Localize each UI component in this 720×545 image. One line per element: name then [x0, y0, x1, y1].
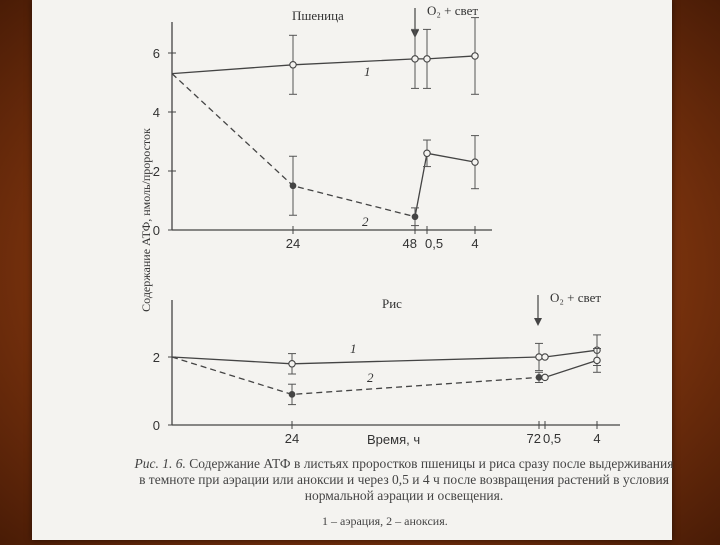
treatment-label: O₂ + свет: [550, 290, 602, 305]
y-tick-label: 4: [152, 105, 160, 120]
x-axis-label: Время, ч: [367, 432, 421, 447]
series-label: 1: [364, 64, 371, 79]
data-point: [424, 56, 430, 62]
y-tick-label: 0: [152, 418, 160, 433]
x-tick-label: 0,5: [425, 236, 444, 251]
figure-page: [32, 0, 672, 540]
figure-caption: [134, 456, 674, 504]
caption-text: Содержание АТФ в листьях проростков пшеницы и риса сразу после выдерживания в темноте при аэрации или аноксии и через 0,5 и 4 ч после возвращения растений в условия нормальной аэрации и освещения.: [139, 456, 674, 503]
data-point: [536, 354, 542, 360]
panel-title: Рис: [382, 296, 402, 311]
x-tick-label: 24: [284, 431, 300, 446]
series-label: 2: [367, 370, 374, 385]
series-line: [415, 153, 475, 216]
y-tick-label: 0: [152, 223, 160, 238]
y-tick-label: 2: [152, 350, 160, 365]
series-label: 1: [350, 341, 357, 356]
data-point: [289, 361, 295, 367]
treatment-label: O₂ + свет: [427, 3, 479, 18]
panel-title: Пшеница: [292, 8, 344, 23]
x-tick-label: 4: [593, 431, 601, 446]
data-point: [536, 375, 542, 381]
data-point: [594, 357, 600, 363]
y-axis-label: Содержание АТФ, нмоль/проросток: [139, 128, 153, 312]
y-tick-label: 6: [152, 46, 160, 61]
treatment-arrow-head: [534, 318, 542, 326]
data-point: [412, 56, 418, 62]
caption-label: Рис. 1. 6.: [134, 456, 186, 471]
data-point: [472, 159, 478, 165]
series-label: 2: [362, 214, 369, 229]
data-point: [542, 374, 548, 380]
x-tick-label: 72: [526, 431, 541, 446]
data-point: [472, 53, 478, 59]
data-point: [290, 183, 296, 189]
caption-legend: 1 – аэрация, 2 – аноксия.: [322, 514, 448, 528]
data-point: [412, 214, 418, 220]
data-point: [424, 150, 430, 156]
y-tick-label: 2: [152, 164, 160, 179]
x-tick-label: 24: [285, 236, 301, 251]
series-line: [172, 350, 597, 364]
data-point: [289, 392, 295, 398]
data-point: [290, 62, 296, 68]
x-tick-label: 0,5: [543, 431, 562, 446]
x-tick-label: 4: [471, 236, 479, 251]
x-tick-label: 48: [402, 236, 417, 251]
data-point: [542, 354, 548, 360]
